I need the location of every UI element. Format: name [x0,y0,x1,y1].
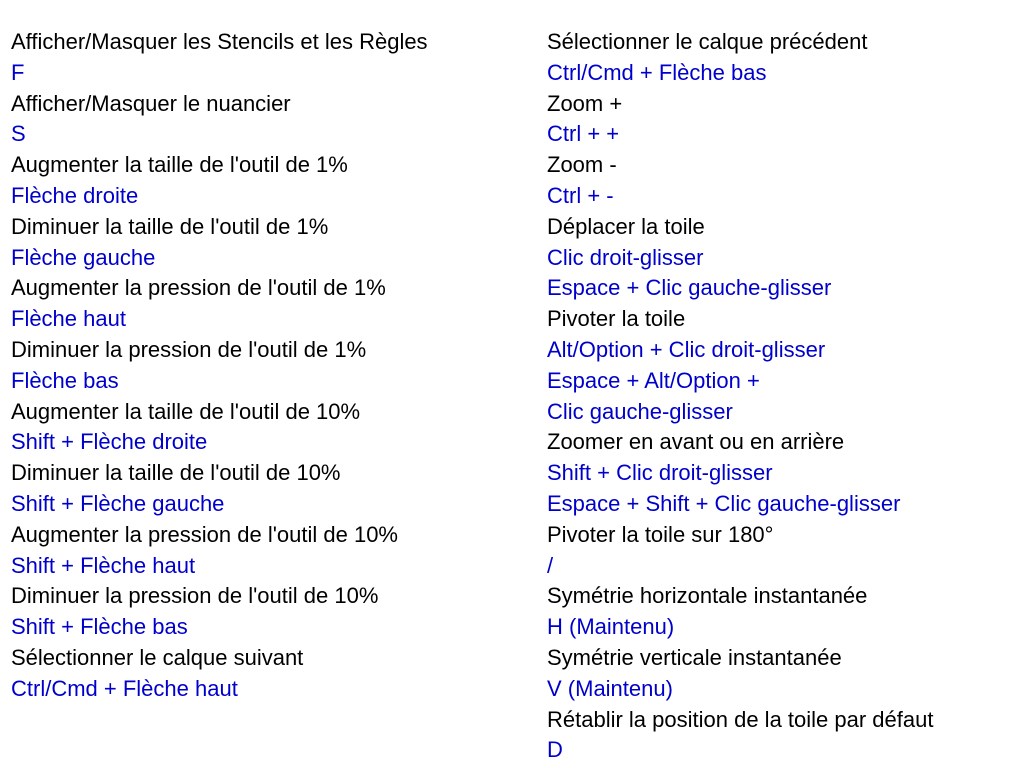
shortcut-list-right [547,27,1017,766]
shortcut-action-label: Pivoter la toile sur 180° [547,521,774,547]
shortcut-action-label: Zoom + [547,90,623,116]
shortcut-action-label: Zoom - [547,152,617,178]
shortcut-key-combo: Shift + Flèche droite [11,429,208,455]
shortcut-key-combo: D [547,737,563,763]
shortcut-key-combo: Espace + Clic gauche-glisser [547,275,832,301]
shortcut-action-label: Augmenter la pression de l'outil de 1% [11,275,386,301]
shortcut-action-label: Afficher/Masquer les Stencils et les Règles [11,29,428,54]
shortcut-key-combo: Flèche gauche [11,244,156,270]
shortcut-action-label: Symétrie horizontale instantanée [547,583,868,609]
shortcut-key-combo: Flèche haut [11,306,126,332]
shortcut-key-combo: Clic gauche-glisser [547,398,733,424]
shortcut-key-combo: Alt/Option + Clic droit-glisser [547,336,826,362]
shortcut-key-combo: Flèche droite [11,182,139,208]
shortcut-action-label: Symétrie verticale instantanée [547,644,842,670]
shortcut-key-combo: Espace + Shift + Clic gauche-glisser [547,490,901,516]
shortcut-action-label: Pivoter la toile [547,306,686,332]
shortcut-key-combo: Ctrl + - [547,182,614,208]
shortcut-action-label: Diminuer la pression de l'outil de 10% [11,583,379,609]
shortcut-list-left [11,27,531,705]
shortcut-action-label: Diminuer la taille de l'outil de 10% [11,460,341,486]
shortcut-action-label: Zoomer en avant ou en arrière [547,429,845,455]
shortcut-action-label: Augmenter la taille de l'outil de 10% [11,398,361,424]
shortcut-action-label: Rétablir la position de la toile par défaut [547,706,934,732]
shortcut-key-combo: Flèche bas [11,367,119,393]
shortcut-action-label: Afficher/Masquer le nuancier [11,90,291,116]
shortcut-key-combo: Espace + Alt/Option + [547,367,760,393]
shortcut-key-combo: / [547,552,554,578]
shortcut-key-combo: Ctrl/Cmd + Flèche haut [11,675,238,701]
shortcut-key-combo: Shift + Flèche bas [11,614,188,640]
shortcut-action-label: Sélectionner le calque précédent [547,29,868,54]
shortcut-action-label: Diminuer la taille de l'outil de 1% [11,213,329,239]
shortcut-key-combo: S [11,121,26,147]
shortcut-key-combo: Ctrl/Cmd + Flèche bas [547,59,767,85]
shortcut-action-label: Diminuer la pression de l'outil de 1% [11,336,367,362]
shortcut-action-label: Augmenter la taille de l'outil de 1% [11,152,348,178]
shortcut-key-combo: F [11,59,25,85]
shortcut-key-combo: Ctrl + + [547,121,620,147]
shortcut-action-label: Augmenter la pression de l'outil de 10% [11,521,398,547]
shortcut-key-combo: V (Maintenu) [547,675,673,701]
shortcut-action-label: Sélectionner le calque suivant [11,644,304,670]
shortcut-key-combo: H (Maintenu) [547,614,675,640]
shortcut-key-combo: Clic droit-glisser [547,244,704,270]
shortcut-key-combo: Shift + Clic droit-glisser [547,460,773,486]
shortcut-key-combo: Shift + Flèche haut [11,552,196,578]
shortcut-key-combo: Shift + Flèche gauche [11,490,225,516]
shortcut-action-label: Déplacer la toile [547,213,705,239]
